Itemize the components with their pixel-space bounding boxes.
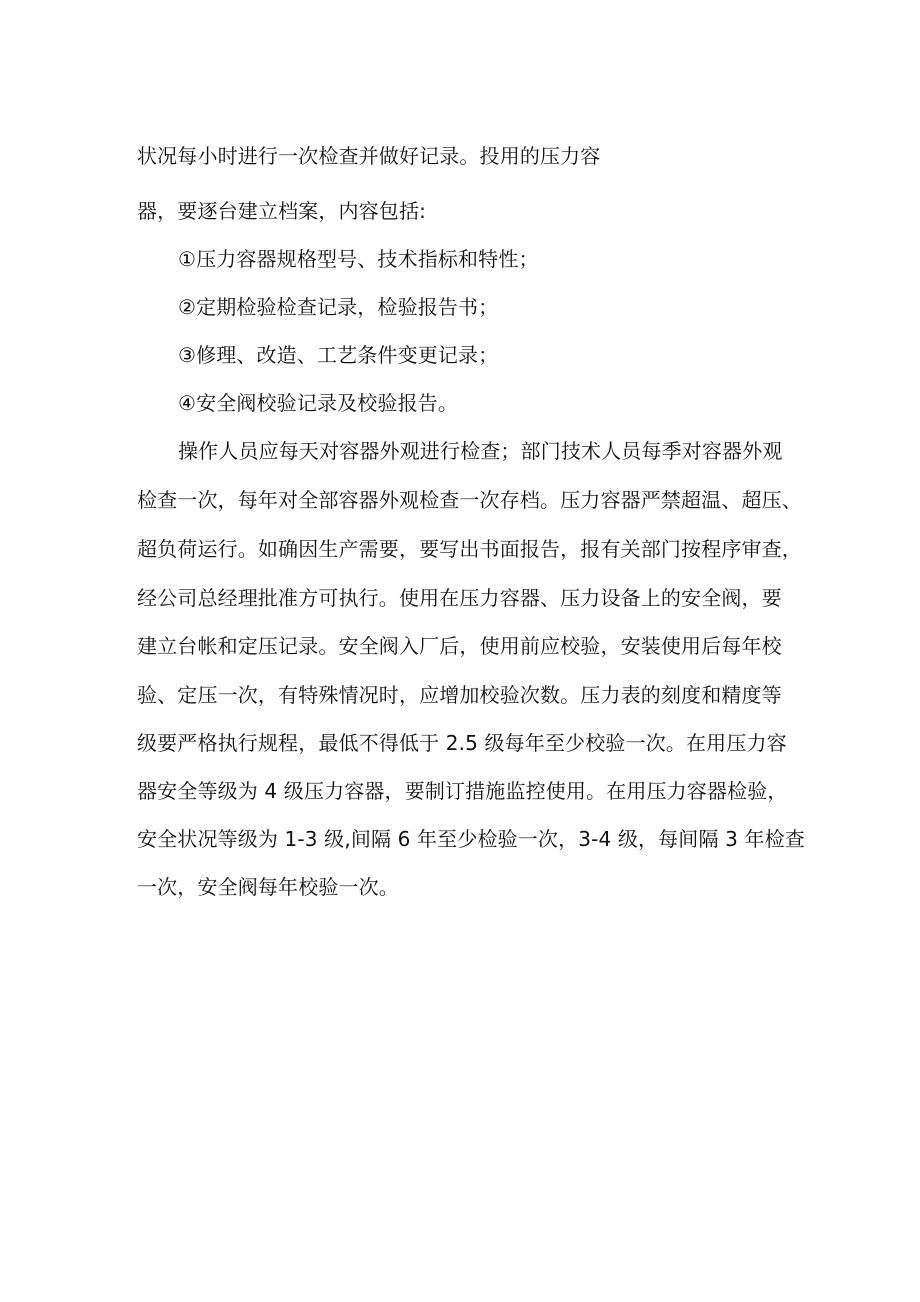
list-item: ②定期检验检查记录，检验报告书； bbox=[178, 295, 499, 319]
text-line: 状况每小时进行一次检查并做好记录。投用的压力容 bbox=[137, 144, 601, 168]
paragraph-first-line: 操作人员应每天对容器外观进行检查；部门技术人员每季对容器外观 bbox=[178, 439, 783, 463]
text-line: 验、定压一次，有特殊情况时，应增加校验次数。压力表的刻度和精度等 bbox=[137, 683, 782, 707]
text-line: 经公司总经理批准方可执行。使用在压力容器、压力设备上的安全阀，要 bbox=[137, 586, 782, 610]
list-item: ①压力容器规格型号、技术指标和特性； bbox=[178, 247, 539, 271]
text-line: 级要严格执行规程，最低不得低于 2.5 级每年至少校验一次。在用压力容 bbox=[137, 731, 787, 755]
text-line: 器安全等级为 4 级压力容器，要制订措施监控使用。在用压力容器检验， bbox=[137, 779, 788, 803]
text-line: 超负荷运行。如确因生产需要，要写出书面报告，报有关部门按程序审查， bbox=[137, 537, 802, 561]
text-line: 器，要逐台建立档案，内容包括: bbox=[137, 199, 426, 223]
text-line: 安全状况等级为 1-3 级,间隔 6 年至少检验一次，3-4 级，每间隔 3 年检查 bbox=[137, 827, 805, 851]
text-line: 一次，安全阀每年校验一次。 bbox=[137, 875, 399, 899]
list-item: ③修理、改造、工艺条件变更记录； bbox=[178, 343, 499, 367]
text-line: 检查一次，每年对全部容器外观检查一次存档。压力容器严禁超温、超压、 bbox=[137, 488, 802, 512]
list-item: ④安全阀校验记录及校验报告。 bbox=[178, 391, 459, 415]
text-line: 建立台帐和定压记录。安全阀入厂后，使用前应校验，安装使用后每年校 bbox=[137, 634, 782, 658]
